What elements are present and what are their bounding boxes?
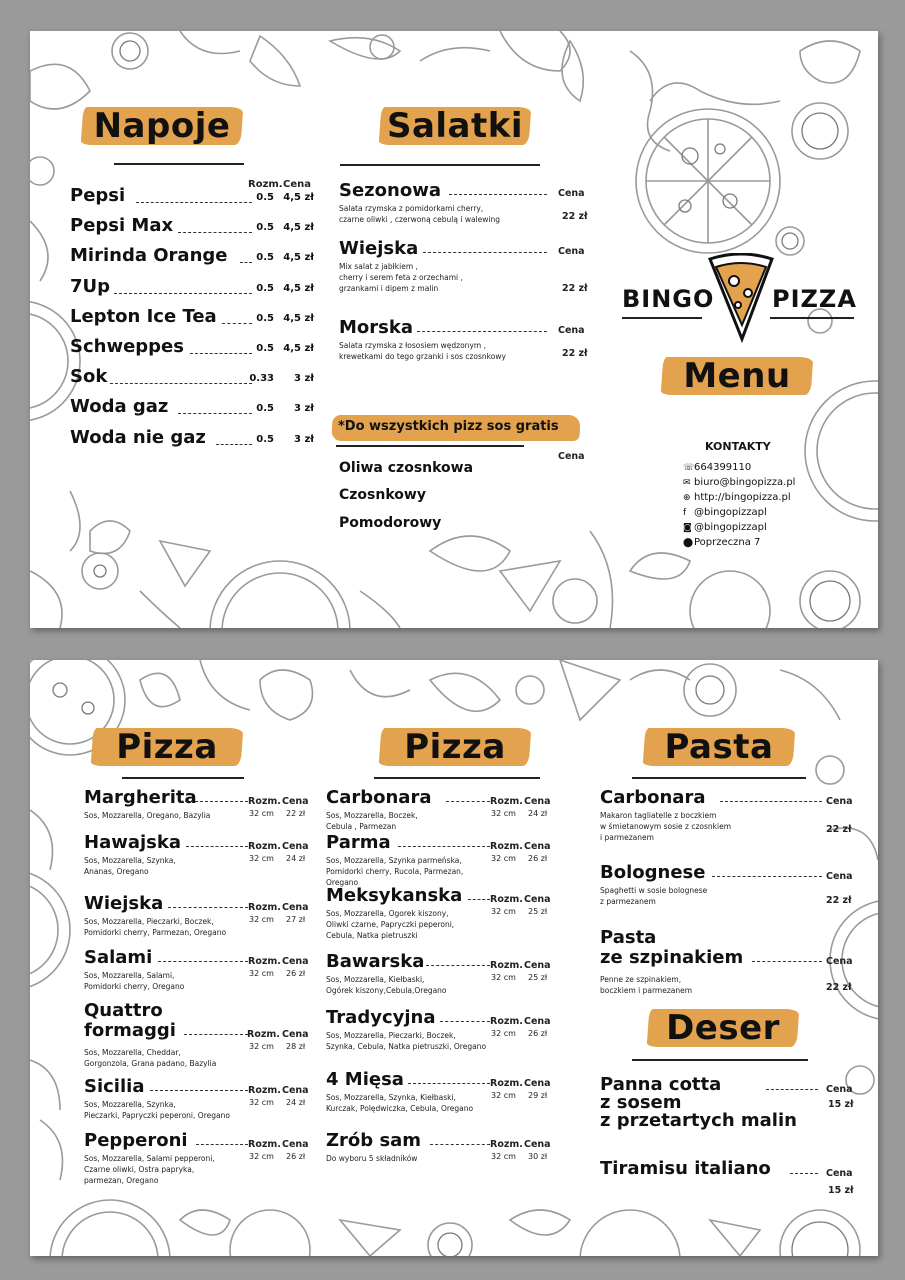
- drink-price: 4,5 zł: [283, 282, 314, 294]
- pizza-description: Sos, Mozzarella, Cheddar, Gorgonzola, Grana padano, Bazylia: [84, 1048, 217, 1068]
- salad-description: Mix salat z jabłkiem , cherry i serem feta z orzechami , grzankami i dipem z malin: [339, 262, 463, 293]
- pizza-description: Sos, Mozzarella, Kiełbaski, Ogórek kiszony,Cebula,Oregano: [326, 975, 447, 995]
- dotted-leader: [180, 800, 248, 802]
- location-icon: ⬤: [683, 538, 694, 548]
- dotted-leader: [168, 906, 248, 908]
- pizza-size: 32 cm: [249, 809, 274, 818]
- drink-price: 4,5 zł: [283, 192, 314, 203]
- pizza-price: 27 zł: [286, 915, 306, 924]
- pizza-price-label: Cena: [282, 1085, 309, 1096]
- pizza-description: Sos, Mozzarella, Szynka, Ananas, Oregano: [84, 856, 176, 876]
- pizza-description: Sos, Mozzarella, Szynka parmeńska, Pomidorki cherry, Rucola, Parmezan, Oregano: [326, 856, 464, 887]
- drink-name: Mirinda Orange: [70, 245, 228, 267]
- heading-underline: [632, 1059, 808, 1061]
- pizza-size-label: Rozm.: [248, 956, 281, 967]
- drink-price: 4,5 zł: [283, 343, 314, 354]
- pizza-price-label: Cena: [524, 894, 551, 905]
- pizza-description: Sos, Mozzarella, Pieczarki, Boczek, Szynka, Cebula, Natka pietruszki, Oregano: [326, 1031, 487, 1051]
- pizza-price-label: Cena: [282, 902, 309, 913]
- pasta-name: Pasta ze szpinakiem: [600, 927, 744, 968]
- pizza-price-label: Cena: [524, 796, 551, 807]
- pizza-size: 32 cm: [249, 854, 274, 863]
- dotted-leader: [468, 898, 490, 900]
- pasta-item: [600, 788, 860, 858]
- pasta-price: 22 zł: [826, 824, 852, 835]
- salad-description: Salata rzymska z pomidorkami cherry, czarne oliwki , czerwoną cebulą i walewing: [339, 204, 500, 224]
- contact-text: Poprzeczna 7: [694, 537, 761, 548]
- pizza-size: 32 cm: [491, 809, 516, 818]
- drink-name: Schweppes: [70, 336, 184, 357]
- drink-size: 0.5: [256, 433, 274, 445]
- dessert-title: Deser: [666, 1008, 780, 1048]
- salad-description: Salata rzymska z łososiem wędzonym , krewetkami do tego grzanki i sos czosnkowy: [339, 341, 506, 361]
- drinks-price-header: Cena: [283, 179, 311, 190]
- pizza-description: Sos, Mozzarella, Oregano, Bazylia: [84, 811, 211, 820]
- dessert-item: [600, 1076, 860, 1146]
- dotted-leader: [766, 1088, 818, 1090]
- dessert-item: [600, 1160, 860, 1230]
- pasta-price-label: Cena: [826, 871, 853, 882]
- pizza-price: 25 zł: [528, 907, 548, 916]
- pizza-mid-title: Pizza: [404, 727, 506, 767]
- pasta-item: [600, 863, 860, 933]
- pasta-heading: [644, 724, 794, 770]
- pizza-size-label: Rozm.: [248, 841, 281, 852]
- dotted-leader: [408, 1082, 490, 1084]
- pizza-name: Zrób sam: [326, 1130, 422, 1151]
- pizza-size-label: Rozm.: [490, 960, 523, 971]
- pizza-name: Hawajska: [84, 832, 181, 853]
- pizza-name: Salami: [84, 947, 153, 968]
- drink-name: Woda nie gaz: [70, 426, 206, 448]
- pizza-price-label: Cena: [524, 841, 551, 852]
- heading-underline: [122, 777, 244, 779]
- pizza-name: Tradycyjna: [326, 1007, 436, 1028]
- pizza-description: Sos, Mozzarella, Salami, Pomidorki cherry, Oregano: [84, 971, 185, 991]
- pizza-size-label: Rozm.: [248, 1139, 281, 1150]
- pasta-description: Makaron tagliatelle z boczkiem w śmietanowym sosie z czosnkiem i parmezanem: [600, 811, 732, 842]
- drink-size: 0.5: [256, 403, 274, 415]
- drink-size: 0.5: [256, 252, 274, 264]
- menu-page-front: [30, 31, 878, 628]
- pizza-description: Sos, Mozzarella, Pieczarki, Boczek, Pomidorki cherry, Parmezan, Oregano: [84, 917, 227, 937]
- pizza-price-label: Cena: [282, 1139, 309, 1150]
- dotted-leader: [240, 261, 252, 263]
- drink-name: Pepsi Max: [70, 215, 174, 237]
- dotted-leader: [158, 960, 248, 962]
- pizza-description: Sos, Mozzarella, Szynka, Kiełbaski, Kurczak, Polędwiczka, Cebula, Oregano: [326, 1093, 474, 1113]
- sauce-item: Czosnkowy: [339, 487, 426, 503]
- drink-price: 4,5 zł: [283, 222, 314, 234]
- contact-row: [683, 462, 751, 473]
- pasta-price-label: Cena: [826, 956, 853, 967]
- sauce-underline: [336, 445, 524, 447]
- pizza-size: 32 cm: [491, 973, 516, 982]
- pizza-price: 29 zł: [528, 1091, 548, 1100]
- salad-price-label: Cena: [558, 325, 585, 336]
- drink-price: 3 zł: [294, 403, 314, 415]
- dotted-leader: [150, 1089, 248, 1091]
- dotted-leader: [196, 1143, 248, 1145]
- pizza-name: Bawarska: [326, 951, 425, 972]
- pizza-price: 26 zł: [528, 1029, 548, 1038]
- drink-price: 4,5 zł: [283, 252, 314, 264]
- brand-name-left: BINGO: [622, 285, 715, 313]
- pizza-item: [84, 1131, 324, 1201]
- contact-row: [683, 492, 791, 503]
- pizza-size-label: Rozm.: [490, 1016, 523, 1027]
- pizza-price: 30 zł: [528, 1152, 548, 1161]
- pizza-price: 24 zł: [286, 854, 306, 863]
- drink-size: 0.5: [256, 282, 274, 294]
- contact-text: @bingopizzapl: [694, 522, 767, 533]
- pizza-price: 24 zł: [286, 1098, 306, 1107]
- pizza-name: 4 Mięsa: [326, 1069, 404, 1090]
- contact-row: [683, 477, 795, 488]
- pizza-name: Quattro formaggi: [84, 1000, 176, 1041]
- pizza-size-label: Rozm.: [490, 1139, 523, 1150]
- sauce-item: Oliwa czosnkowa: [339, 460, 474, 476]
- pizza-size: 32 cm: [491, 1152, 516, 1161]
- drinks-title: Napoje: [93, 106, 231, 146]
- dotted-leader: [178, 412, 252, 414]
- salad-name: Wiejska: [339, 238, 419, 259]
- pizza-price-label: Cena: [282, 841, 309, 852]
- dotted-leader: [190, 352, 252, 354]
- pizza-size-label: Rozm.: [248, 902, 281, 913]
- pizza-size-label: Rozm.: [248, 1085, 281, 1096]
- dessert-heading: [648, 1005, 798, 1051]
- pizza-description: Sos, Mozzarella, Boczek, Cebula , Parmezan: [326, 811, 418, 831]
- pizza-description: Sos, Mozzarella, Szynka, Pieczarki, Papryczki peperoni, Oregano: [84, 1100, 230, 1120]
- dotted-leader: [186, 845, 248, 847]
- dessert-name: Panna cotta z sosem z przetartych malin: [600, 1074, 797, 1131]
- pizza-description: Do wyboru 5 składników: [326, 1154, 418, 1163]
- heading-underline: [374, 777, 540, 779]
- salads-title: Salatki: [386, 106, 524, 146]
- dotted-leader: [720, 800, 822, 802]
- pasta-description: Spaghetti w sosie bolognese z parmezanem: [600, 886, 708, 906]
- drink-row: [70, 396, 314, 422]
- drink-size: 0.5: [256, 343, 274, 354]
- dotted-leader: [222, 322, 252, 324]
- contact-row: [683, 522, 767, 533]
- contact-text: 664399110: [694, 462, 752, 473]
- contact-row: [683, 507, 767, 518]
- pizza-price-label: Cena: [282, 956, 309, 967]
- pizza-name: Sicilia: [84, 1076, 145, 1097]
- drink-price: 3 zł: [294, 373, 314, 385]
- contact-text: http://bingopizza.pl: [694, 492, 791, 503]
- drink-row: [70, 215, 314, 241]
- drink-price: 3 zł: [294, 433, 314, 445]
- salad-price: 22 zł: [562, 211, 588, 222]
- dotted-leader: [398, 845, 490, 847]
- pasta-price-label: Cena: [826, 796, 853, 807]
- pizza-price-label: Cena: [524, 1139, 551, 1150]
- pizza-description: Sos, Mozzarella, Ogorek kiszony, Oliwki czarne, Papryczki peperoni, Cebula, Natka pietruszki: [326, 909, 455, 940]
- pizza-slice-logo-icon: [706, 253, 776, 343]
- salad-name: Morska: [339, 317, 413, 338]
- pizza-name: Carbonara: [326, 787, 432, 808]
- salad-price-label: Cena: [558, 246, 585, 257]
- dotted-leader: [440, 1020, 490, 1022]
- pizza-size-label: Rozm.: [490, 841, 523, 852]
- pizza-price-label: Cena: [524, 1078, 551, 1089]
- drink-row: [70, 336, 314, 362]
- pasta-price: 22 zł: [826, 982, 852, 993]
- dotted-leader: [752, 960, 822, 962]
- pizza-size: 32 cm: [249, 969, 274, 978]
- drink-name: Woda gaz: [70, 396, 169, 418]
- pasta-name: Carbonara: [600, 787, 706, 808]
- dotted-leader: [216, 443, 252, 445]
- drinks-size-header: Rozm.: [248, 179, 283, 190]
- pizza-size: 32 cm: [491, 907, 516, 916]
- dotted-leader: [446, 800, 490, 802]
- drink-name: Lepton Ice Tea: [70, 305, 217, 327]
- dotted-leader: [114, 292, 252, 294]
- pizza-name: Meksykanska: [326, 885, 463, 906]
- salad-name: Sezonowa: [339, 180, 441, 201]
- instagram-icon: ◙: [683, 523, 692, 533]
- phone-icon: ☏: [683, 463, 695, 473]
- pasta-price: 22 zł: [826, 895, 852, 906]
- heading-underline: [114, 163, 244, 165]
- drink-row: [70, 427, 314, 453]
- drink-size: 0.33: [249, 373, 274, 385]
- brand-line-right: [770, 317, 854, 319]
- pasta-name: Bolognese: [600, 862, 706, 883]
- dotted-leader: [790, 1172, 818, 1174]
- pizza-price-label: Cena: [282, 796, 309, 807]
- drink-size: 0.5: [256, 192, 274, 203]
- pizza-size: 32 cm: [249, 1098, 274, 1107]
- pizza-size-label: Rozm.: [490, 894, 523, 905]
- drinks-heading: [82, 103, 242, 149]
- dotted-leader: [417, 330, 547, 332]
- pizza-size: 32 cm: [491, 1029, 516, 1038]
- pizza-price-label: Cena: [524, 960, 551, 971]
- pizza-size-label: Rozm.: [248, 796, 281, 807]
- pasta-description: Penne ze szpinakiem, boczkiem i parmezanem: [600, 975, 693, 995]
- pizza-price: 24 zł: [528, 809, 548, 818]
- dotted-leader: [712, 875, 822, 877]
- heading-underline: [632, 777, 806, 779]
- dessert-price-label: Cena: [826, 1168, 853, 1179]
- pizza-mid-heading: [380, 724, 530, 770]
- pizza-name: Margherita: [84, 787, 197, 808]
- pizza-left-title: Pizza: [116, 727, 218, 767]
- dessert-name: Tiramisu italiano: [600, 1158, 771, 1179]
- pizza-size: 32 cm: [491, 1091, 516, 1100]
- pizza-size: 32 cm: [249, 1152, 274, 1161]
- drink-size: 0.5: [256, 312, 274, 324]
- menu-title: Menu: [683, 356, 791, 396]
- salad-price-label: Cena: [558, 188, 585, 199]
- salad-item: [339, 239, 589, 299]
- drink-price: 4,5 zł: [283, 312, 314, 324]
- pizza-price: 28 zł: [286, 1042, 306, 1051]
- brand-name-right: PIZZA: [772, 285, 857, 313]
- pizza-size-label: Rozm.: [247, 1029, 280, 1040]
- menu-page-back: [30, 660, 878, 1256]
- facebook-icon: f: [683, 508, 687, 518]
- drink-size: 0.5: [256, 222, 274, 234]
- dessert-price: 15 zł: [828, 1099, 854, 1110]
- dotted-leader: [449, 193, 547, 195]
- dotted-leader: [426, 964, 490, 966]
- pizza-name: Parma: [326, 832, 391, 853]
- drink-row: [70, 306, 314, 332]
- pizza-price: 25 zł: [528, 973, 548, 982]
- dotted-leader: [136, 201, 252, 203]
- dotted-leader: [110, 382, 252, 384]
- pizza-item: [326, 1131, 566, 1201]
- sauce-item: Pomodorowy: [339, 515, 442, 531]
- sauce-price-label: Cena: [558, 451, 585, 462]
- dotted-leader: [178, 231, 252, 233]
- contacts-title: KONTAKTY: [705, 440, 771, 453]
- pizza-price-label: Cena: [282, 1029, 309, 1040]
- pizza-size-label: Rozm.: [490, 1078, 523, 1089]
- drink-row: [70, 185, 314, 211]
- salad-price: 22 zł: [562, 283, 588, 294]
- pizza-price: 26 zł: [286, 1152, 306, 1161]
- menu-heading: [662, 353, 812, 399]
- salads-heading: [380, 103, 530, 149]
- pizza-left-heading: [92, 724, 242, 770]
- contact-row: [683, 537, 760, 548]
- web-icon: ⊕: [683, 493, 691, 503]
- drink-name: 7Up: [70, 275, 111, 297]
- salad-item: [339, 318, 589, 378]
- pizza-name: Wiejska: [84, 893, 164, 914]
- contact-text: @bingopizzapl: [694, 507, 767, 518]
- pizza-name: Pepperoni: [84, 1130, 188, 1151]
- salad-item: [339, 181, 589, 241]
- pasta-title: Pasta: [664, 727, 774, 767]
- pizza-price: 26 zł: [286, 969, 306, 978]
- drink-row: [70, 366, 314, 392]
- pizza-size: 32 cm: [249, 915, 274, 924]
- pizza-size: 32 cm: [249, 1042, 274, 1051]
- pizza-item: [326, 886, 566, 956]
- dotted-leader: [184, 1033, 248, 1035]
- pizza-size: 32 cm: [491, 854, 516, 863]
- pizza-description: Sos, Mozzarella, Salami pepperoni, Czarne oliwki, Ostra papryka, parmezan, Oregano: [84, 1154, 215, 1185]
- dotted-leader: [430, 1143, 490, 1145]
- contact-text: biuro@bingopizza.pl: [694, 477, 796, 488]
- pizza-price-label: Cena: [524, 1016, 551, 1027]
- mail-icon: ✉: [683, 478, 691, 488]
- salad-price: 22 zł: [562, 348, 588, 359]
- sauce-banner-text: *Do wszystkich pizz sos gratis: [338, 419, 559, 434]
- pizza-price: 22 zł: [286, 809, 306, 818]
- heading-underline: [340, 164, 540, 166]
- brand-line-left: [622, 317, 702, 319]
- drink-name: Sok: [70, 366, 108, 388]
- drink-name: Pepsi: [70, 185, 126, 206]
- pizza-size-label: Rozm.: [490, 796, 523, 807]
- pizza-item: [84, 1001, 324, 1071]
- dessert-price: 15 zł: [828, 1185, 854, 1196]
- drink-row: [70, 276, 314, 302]
- pizza-item: [326, 1008, 566, 1078]
- drink-row: [70, 245, 314, 271]
- pasta-item: [600, 928, 860, 998]
- dessert-price-label: Cena: [826, 1084, 853, 1095]
- pizza-price: 26 zł: [528, 854, 548, 863]
- dotted-leader: [423, 251, 547, 253]
